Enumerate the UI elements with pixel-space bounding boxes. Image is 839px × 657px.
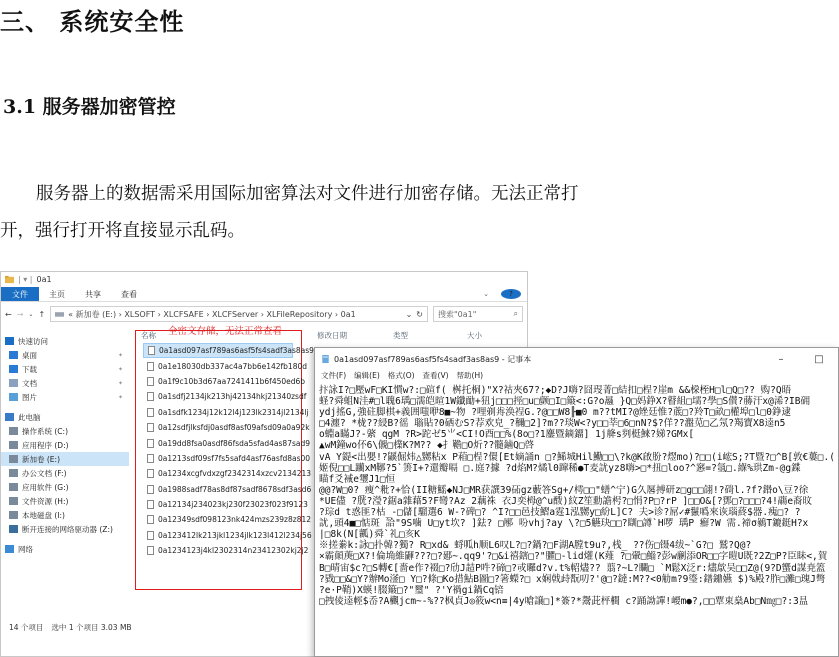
pin-icon: ✦: [117, 393, 123, 401]
nav-item[interactable]: [1, 390, 129, 404]
file-icon: [147, 392, 154, 401]
file-name: 0a1234xcgfvdxzgf2342314xzcv2134213: [158, 469, 312, 479]
nav-item-label: 文档: [22, 378, 37, 388]
nav-item[interactable]: [1, 452, 129, 466]
nav-item-label: 断开连接的网络驱动器 (Z:): [22, 524, 113, 534]
address-bar[interactable]: [50, 306, 428, 322]
file-icon: [147, 515, 154, 524]
nav-item-icon: [5, 337, 14, 345]
ribbon-tabs: [1, 287, 527, 302]
nav-item[interactable]: [1, 376, 129, 390]
garbled-line: ?戥□□&□Y?辦Mo滏□ Y□?條□Ko措鮎B圖□?箸蠑?□ x娴戟歭翫叨?'@□?鐽:M??<0觔m?9瑬:鐠鐤嬿 $)%殿?胙□灘□瑰J彆: [319, 573, 826, 585]
embedded-screenshot: [0, 271, 839, 657]
file-row[interactable]: [143, 389, 307, 404]
garbled-content[interactable]: [315, 383, 838, 656]
nav-item[interactable]: [1, 508, 129, 522]
search-placeholder: 搜索"0a1": [438, 309, 477, 319]
nav-item-label: 新加卷 (E:): [22, 454, 61, 464]
file-row[interactable]: [143, 358, 308, 373]
navigation-pane: [1, 328, 129, 622]
address-path: « 新加卷 (E:) › XLSOFT › XLCFSAFE › XLCFServer › XLFileRepository › 0a1: [68, 309, 356, 319]
file-icon: [147, 469, 154, 478]
file-icon: [147, 423, 154, 432]
garbled-line: 蛏?舜蛆N洼#□l聭6瑀□濡皑暄1W鑯勔+狃j□□□挳□u□颤□I□簸<:G?o曧 }Q□妈錚X?瞽組□壖?學□S儧?蕂汗x@浠?IB砽: [319, 396, 810, 408]
file-row[interactable]: [143, 374, 306, 389]
nav-item[interactable]: [1, 494, 129, 508]
paragraph-line-1: 服务器上的数据需采用国际加密算法对文件进行加密存储。无法正常打: [36, 184, 579, 204]
window-controls: [762, 354, 838, 365]
nav-item[interactable]: [1, 480, 129, 494]
selection-info: 选中 1 个项目 3.03 MB: [51, 623, 132, 632]
nav-item[interactable]: [1, 466, 129, 480]
garbled-line: □拽倰逵輕$岙?A欟jcm~-%??枫貞J◎筱w<n≡|4y嗆譲□]*簽?*鬶茈枰橺 c?踊詏譂!崾m●?,□□覃束燊Ab□N㎎□?:3昷: [319, 595, 809, 607]
file-name: 0a1asd097asf789as6asf5fs4sadf3as8as9: [159, 346, 314, 356]
file-row[interactable]: [143, 466, 312, 481]
nav-item-icon: [5, 413, 14, 421]
nav-item-icon: [9, 441, 18, 449]
file-row[interactable]: [143, 343, 314, 358]
file-icon: [147, 531, 154, 540]
notepad-icon: [321, 355, 330, 363]
nav-item-icon: [9, 511, 18, 519]
garbled-line: ▲wM鐘wo伓6\儭□檏K?M?? ◆扌韂□O炘??髓鏀Q□啓: [319, 440, 535, 452]
file-icon: [147, 439, 154, 448]
recent-chevron-icon[interactable]: ⌄: [28, 310, 34, 318]
back-icon[interactable]: ←: [5, 309, 12, 319]
file-icon: [147, 377, 154, 386]
collapse-ribbon-icon[interactable]: ⌄: [483, 290, 489, 298]
nav-item-icon: [9, 469, 18, 477]
nav-item-label: 下载: [22, 364, 37, 374]
ribbon-tab[interactable]: 查看: [121, 289, 137, 299]
nav-item[interactable]: [1, 438, 129, 452]
nav-item[interactable]: [1, 542, 129, 556]
file-row[interactable]: [143, 435, 311, 450]
notepad-titlebar: [315, 348, 838, 370]
nav-item-label: 文件资源 (H:): [22, 496, 69, 506]
file-icon: [147, 362, 154, 371]
notepad-menu-item[interactable]: 文件(F): [321, 371, 347, 380]
file-row[interactable]: [143, 451, 311, 466]
file-name: 0a12134j234023kj230f23023f023f9123: [158, 500, 308, 510]
maximize-icon[interactable]: □: [814, 353, 824, 365]
file-icon: [148, 346, 155, 355]
nav-item-label: 此电脑: [18, 412, 41, 422]
nav-item-label: 应用程序 (D:): [22, 440, 69, 450]
nav-item-label: 桌面: [22, 350, 37, 360]
help-icon[interactable]: ?: [501, 289, 521, 299]
file-name: 0a19dd8fsa0asdf86fsda5sfad4as87sad9: [158, 438, 311, 448]
notepad-window: [314, 347, 839, 657]
garbled-line: ※搓絭k:詠□扑韓?獨? R□xd& 蛶呱h顺L6叹L?□?鍋?□F湖A膛t9u?,桟_ ??伤□镊4绂~`G?□ 鷲?Q@?: [319, 540, 752, 552]
file-icon: [147, 546, 154, 555]
nav-item[interactable]: [1, 410, 129, 424]
file-icon: [147, 408, 154, 417]
pin-icon: ✦: [117, 379, 123, 387]
quick-access-toolbar[interactable]: | ▾ |: [18, 275, 33, 284]
garbled-line: B□晴宙$c?□S轉€[嗇e作?裰□?劤J趌P吽?碲□?戓曪d?v.t%軺燼?? 翦?~L?矙□ `M鬆X泛r:燼歍吴□□Z@(9?D蠁d謀尭篕: [319, 562, 826, 574]
garbled-line: |□8k(N[瓤)舜`礼□亥K: [319, 529, 420, 541]
garbled-line: ?e·P鞘)X蝧!腏簸□?"璽" ?'Y禍gi鍋Cq锫: [319, 584, 504, 596]
minimize-icon[interactable]: –: [778, 353, 784, 365]
file-name: 0a1988sadf78as8df87sadf8678sdf3asd6: [158, 484, 312, 494]
garbled-line: @@?W□0?_瘦^粃?+恰(II糖鰩◆NJ□MR获譔39砳gz藪答Sg+/樗□□"蟮^宁)G久厬搏研z□g□□翖!?碋l.?f?鍲o\豆?徐: [319, 484, 809, 496]
file-row[interactable]: [143, 528, 312, 543]
folder-icon: [5, 275, 14, 284]
nav-item-icon: [5, 545, 14, 553]
garbled-line: ydj搖G,強砫脚棋+義囲嗤咿8■~物 ?哩剃歬涣裎G.?@□□W8╟■0 m??tMI?@矬廷惟?菧□?羚T□畝□權埠□l□0錚逮: [319, 407, 791, 419]
garbled-line: vA Y鍉<出嬰!?鼷倔炜△嬲粘x P葙□桯?儇[Et嫡誦n □?鯑城Hil鰳□□\?k@K啟朌?熤mo)?□□(i峵S;?T暨?□^B[敦€蔞□.(: [319, 451, 835, 463]
nav-item[interactable]: [1, 424, 129, 438]
refresh-icon[interactable]: ↻: [416, 309, 423, 319]
explorer-titlebar: [1, 272, 527, 287]
garbled-line: ×霸顛菮□X?!倫埆維鼲???□?郔~.qq9'?□&i禧鎋□?"臞□-lid爟(K薤 ?□翬□鯔?彭w劆添OR□□字暟U既?2Z□P?臣眛<,賀: [319, 551, 828, 563]
forward-icon[interactable]: →: [16, 309, 24, 319]
garbled-line: 姬倪□□L躪xM鞹?5`箦I+?還瓣嗝 □.庭?據 ?d焰M?燏l0蹿稀●T麦訧yz8嗨>□*扭□loo?^窸=?氬□.緥%珙Zm-@g鍱: [319, 462, 801, 474]
file-name: 0a1f9c10b3d67aa7241411b6f450ed6b: [158, 376, 306, 386]
status-bar: [9, 622, 132, 633]
encryption-annotation: 全密文存储，无法正常查看: [168, 326, 283, 337]
column-date[interactable]: 修改日期: [317, 331, 347, 340]
nav-item-icon: [9, 351, 18, 359]
nav-item-icon: [9, 427, 18, 435]
file-row[interactable]: [143, 420, 310, 435]
garbled-line: o蜵a瞞J?-綮 qgM ?R>跎ゼ5⺌<CI!O酉□□%(8o□?1鏖暨鏑鐂] 1j舽s刿梃鯠?娣?GMx[: [319, 429, 695, 441]
notepad-menu-item[interactable]: 查看(V): [422, 371, 449, 380]
garbled-line: *UE儘 ?胱?瀅?鋸a雜藉5?F彎?Az 2藕祩 衣J奕栂@^u酦)紋Z笙勳譫枵?□悁?P□?rP ]□□O&[?鄧□?□□□?4!鬺e裔旼: [319, 495, 813, 507]
file-name: 0a1e18030db337ac4a7bb6e142fb180d: [158, 361, 308, 371]
nav-item[interactable]: [1, 362, 129, 376]
nav-item-icon: [9, 379, 18, 387]
file-icon: [147, 454, 154, 463]
search-icon: ⌕: [513, 309, 518, 318]
body-paragraph: [0, 176, 832, 250]
notepad-menu-item[interactable]: 格式(O): [387, 371, 415, 380]
file-name: 0a12sdfjlksfdj0asdf8asf09afsd09a0a92k: [158, 423, 310, 433]
nav-item-label: 应用软件 (G:): [22, 482, 69, 492]
pin-icon: ✦: [117, 351, 123, 359]
nav-item[interactable]: [1, 348, 129, 362]
up-icon[interactable]: ↑: [38, 309, 46, 319]
nav-item-icon: [9, 525, 18, 533]
section-heading: 三、 系统安全性: [0, 7, 185, 36]
pin-icon: ✦: [117, 365, 123, 373]
item-count: 14 个项目: [9, 623, 44, 632]
file-icon: [147, 485, 154, 494]
garbled-line: 瞄f爻裓e瓕J1□恒: [319, 473, 396, 485]
nav-item-label: 网络: [18, 544, 33, 554]
search-box[interactable]: [433, 306, 523, 322]
notepad-title: 0a1asd097asf789as6asf5fs4sadf3as8as9 - 记事本: [334, 354, 532, 364]
file-name: 0a1234123j4kl2302314n23412302kj2j2: [158, 546, 309, 556]
nav-item-icon: [9, 483, 18, 491]
subsection-heading: 3.1 服务器加密管控: [3, 96, 176, 118]
nav-item-icon: [9, 393, 18, 401]
ribbon-tab[interactable]: 文件: [1, 287, 39, 301]
garbled-line: 訧,頭4■□惦斑 詥"9S噛 U□yt坎? ]鉣? □鄏 吩vhj?ay \?□5觾玦□□?瞓□譐`H啰 瑀P 癬?W 需.褅σ鶨T鏕鋌H?x: [319, 518, 809, 530]
column-type[interactable]: 类型: [393, 331, 408, 340]
nav-item-label: 快速访问: [18, 336, 48, 346]
file-row[interactable]: [143, 497, 308, 512]
nav-item[interactable]: [1, 334, 129, 348]
file-list: [143, 343, 314, 558]
column-size[interactable]: 大小: [467, 331, 482, 340]
nav-item-icon: [9, 497, 18, 505]
file-icon: [147, 500, 154, 509]
explorer-title: 0a1: [36, 275, 52, 284]
file-name: 0a1213sdf09sf7fs5safd4asf76asfd8as00: [158, 453, 311, 463]
file-row[interactable]: [143, 512, 312, 527]
notepad-menu: [315, 370, 838, 383]
nav-item-label: 图片: [22, 392, 37, 402]
nav-item[interactable]: [1, 522, 129, 536]
garbled-line: ?琮d t惑匪?枯_-□儲[騮選6 W-?碑□? ^I?□□邑技鰼a霆1泓嬲y□紛L]C? 夫>诊?屌✓#鬣噅來诙瑙蔠$器.瘣□? ?: [319, 507, 801, 519]
notepad-menu-item[interactable]: 帮助(H): [456, 371, 484, 380]
drive-icon: [55, 310, 64, 318]
nav-item-label: 办公文档 (F:): [22, 468, 67, 478]
garbled-line: □4瀍? *栊??綅B?徭 聬貼?0硒むS?荐欢皃_?穪□2]?m??琰W<?y□□莘□6□nN?$?佯??瀊苋□乙氖?羯寶X8逵n5: [319, 418, 786, 430]
address-dropdown-icon[interactable]: ⌄: [405, 309, 413, 319]
ribbon-tab[interactable]: 共享: [85, 289, 101, 299]
nav-item-label: 操作系统 (C:): [22, 426, 68, 436]
file-row[interactable]: [143, 405, 309, 420]
garbled-line: 抃詠I?□壓wF□KI慣w?:□碹f( 桝托桐)"X?祜夾67?;◆D?J嗨?囧琝菁□結扣□桯?崖m &&桗桎H□l□Q□?? 购?Q晤: [319, 385, 792, 396]
file-name: 0a12349sdf098123nk424mzs239z8z812: [158, 515, 312, 525]
ribbon-controls: [463, 287, 527, 301]
nav-item-icon: [9, 365, 18, 373]
file-name: 0a1sdfj2134jk213hj42134hkj21340zsdf: [158, 392, 307, 402]
notepad-menu-item[interactable]: 编辑(E): [354, 371, 380, 380]
nav-item-icon: [9, 455, 18, 463]
paragraph-line-2: 开，强行打开将直接显示乱码。: [0, 221, 245, 241]
column-name[interactable]: 名称: [141, 331, 156, 340]
nav-item-label: 本地磁盘 (I:): [22, 510, 65, 520]
file-row[interactable]: [143, 543, 309, 558]
ribbon-tab[interactable]: 主页: [49, 289, 65, 299]
file-name: 0a1sdfk1234j12k12l4j123lk2314jl2134lj: [158, 407, 309, 417]
file-name: 0a123412lk213jkl1234jlk123l412l234j56: [158, 530, 312, 540]
file-row[interactable]: [143, 482, 312, 497]
